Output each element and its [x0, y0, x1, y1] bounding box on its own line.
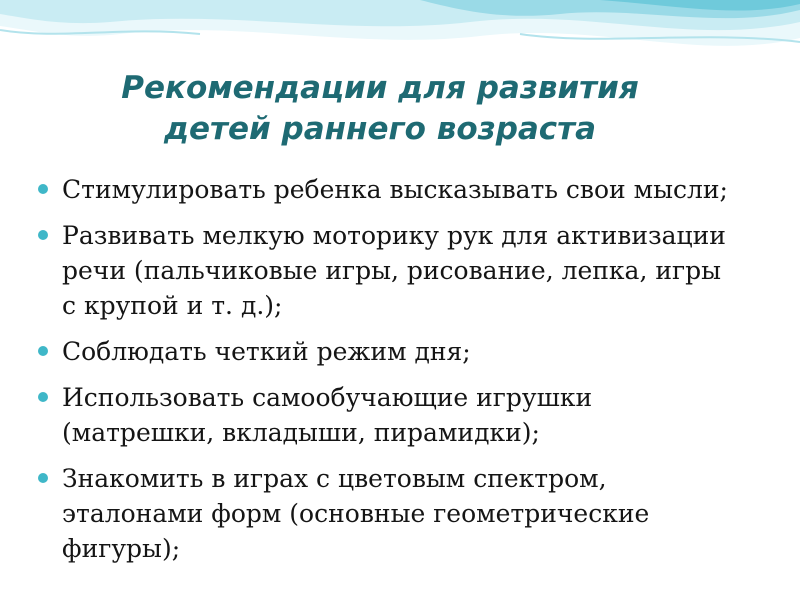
bullet-item: [36, 334, 780, 369]
wave-decoration: [0, 0, 800, 70]
bullet-item: [36, 380, 780, 450]
bullet-text: Стимулировать ребенка высказывать свои мысли;: [62, 175, 728, 204]
bullet-item: [36, 461, 780, 566]
bullet-dot-icon: [38, 473, 48, 483]
bullet-text-line: речи (пальчиковые игры, рисование, лепка, игры: [62, 256, 722, 285]
bullet-text-line: Использовать самообучающие игрушки: [62, 383, 593, 412]
bullet-dot-icon: [38, 230, 48, 240]
bullet-text-line: Знакомить в играх с цветовым спектром,: [62, 464, 607, 493]
bullet-text: Соблюдать четкий режим дня;: [62, 337, 471, 366]
bullet-text-line: фигуры);: [62, 534, 181, 563]
bullet-text-line: (матрешки, вкладыши, пирамидки);: [62, 418, 540, 447]
bullet-dot-icon: [38, 392, 48, 402]
bullet-text-line: Развивать мелкую моторику рук для активизации: [62, 221, 726, 250]
title-line: детей раннего возраста: [163, 111, 597, 147]
bullet-dot-icon: [38, 184, 48, 194]
title-line: Рекомендации для развития: [121, 70, 639, 106]
bullet-list: [36, 172, 780, 577]
bullet-text-line: с крупой и т. д.);: [62, 291, 283, 320]
bullet-dot-icon: [38, 346, 48, 356]
bullet-item: [36, 218, 780, 323]
bullet-item: [36, 172, 780, 207]
slide-title: [60, 68, 700, 150]
bullet-text-line: эталонами форм (основные геометрические: [62, 499, 650, 528]
